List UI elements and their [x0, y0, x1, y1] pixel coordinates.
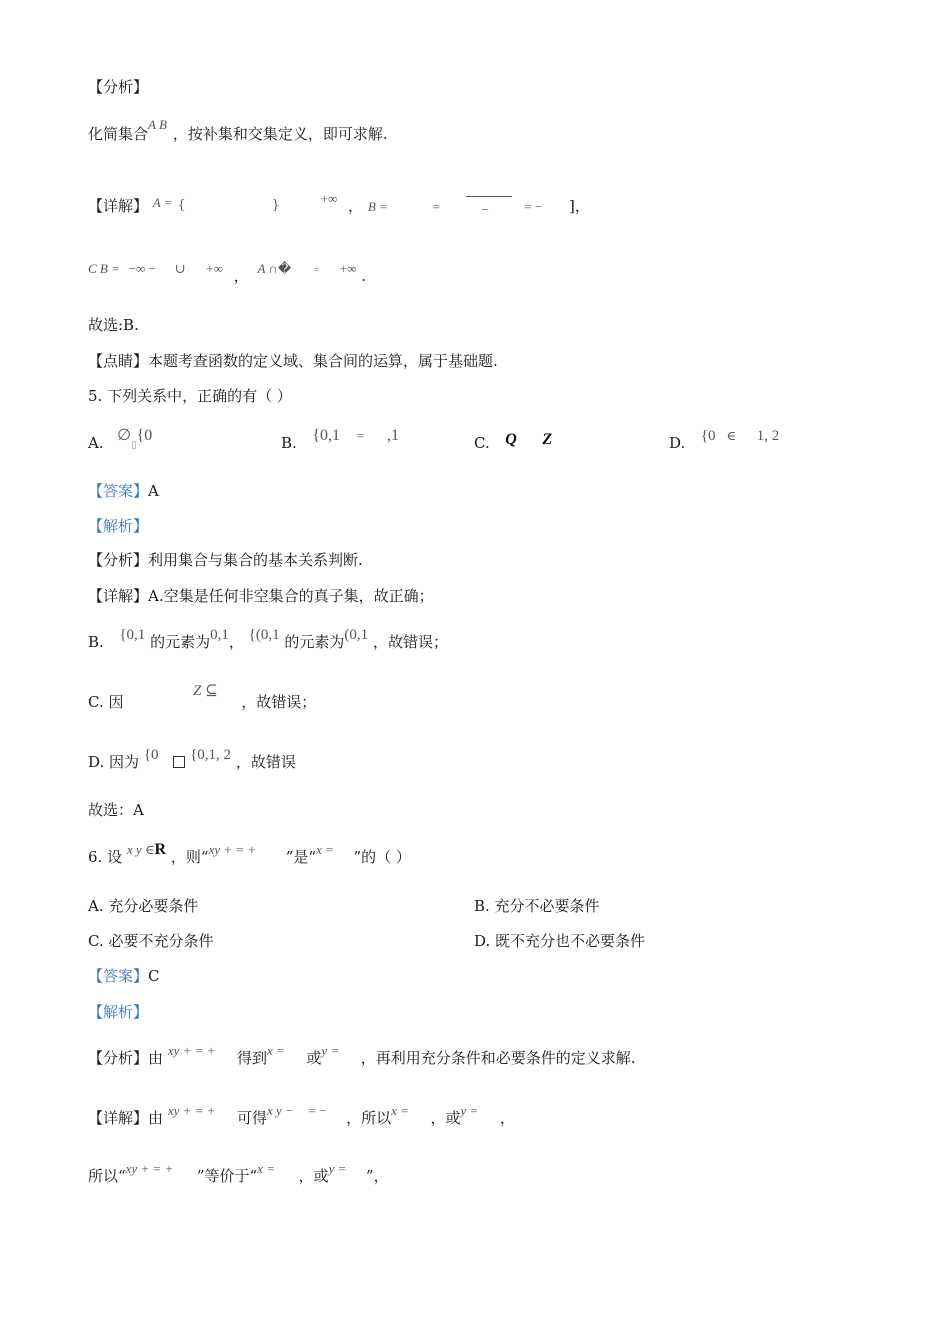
text: 的元素为 — [284, 633, 345, 651]
math-inf-2: +∞ — [339, 261, 357, 276]
tail: ]， — [568, 197, 590, 215]
math: {(0,1 — [248, 627, 280, 643]
option-label: D. — [669, 434, 686, 452]
text: ，再利用充分条件和必要条件的定义求解. — [360, 1049, 636, 1067]
analysis-label: 【解析】 — [88, 1003, 149, 1021]
question-6-stem — [88, 841, 890, 868]
simplify-line — [88, 117, 890, 145]
math-factor: x y − — [267, 1103, 294, 1118]
final-choice-5 — [88, 800, 890, 820]
detail-label: 【详解】 — [88, 587, 149, 605]
math: (0,1 — [344, 627, 369, 643]
text: ， — [228, 633, 244, 651]
comma: ， — [348, 197, 364, 215]
detail-label: 【详解】 — [88, 197, 149, 215]
analysis-5-label — [88, 516, 890, 536]
q5-option-d — [669, 428, 780, 454]
math-minus: − — [481, 202, 489, 217]
option-text: D. 既不充分也不必要条件 — [474, 932, 646, 950]
answer-label: 【答案】 — [88, 482, 149, 500]
math-R: R — [154, 841, 167, 858]
math-eq-minus: = − — [308, 1103, 327, 1118]
math-cup: ∪ — [174, 261, 186, 276]
detail-text: A.空集是任何非空集合的真子集，故正确； — [148, 587, 434, 605]
complement-line — [88, 261, 890, 289]
detail-label: 【详解】 — [88, 1109, 149, 1127]
conclusion-6-line — [88, 1161, 890, 1187]
math-x: x = — [267, 1043, 285, 1058]
q6-option-d — [474, 931, 645, 951]
question-5-stem — [88, 386, 890, 406]
math-c: C — [88, 261, 97, 276]
q6-option-a — [88, 896, 198, 916]
text: ，故错误 — [235, 753, 296, 771]
text: 故选：A — [88, 801, 144, 819]
math: {0 — [700, 428, 716, 444]
option-label: B. — [88, 633, 104, 651]
math-unknown: � — [277, 261, 292, 276]
math-y: y = — [460, 1103, 479, 1118]
text: ，故错误； — [241, 693, 317, 711]
detail-5-line-a — [88, 586, 890, 606]
left-brace: { — [177, 198, 186, 213]
math-expr: xy + = + — [208, 842, 257, 857]
remark-label: 【点睛】 — [88, 352, 149, 370]
math-q: Q — [505, 431, 517, 448]
text: 故选:B. — [88, 316, 139, 334]
math-expr: xy + = + — [167, 1103, 216, 1118]
analysis-label: 【解析】 — [88, 517, 149, 535]
remark-line — [88, 351, 890, 371]
text: 化简集合 — [88, 125, 149, 143]
detail-5-line-b — [88, 627, 890, 653]
q5-option-c — [474, 433, 552, 454]
math-eq: = — [313, 265, 320, 275]
analysis-label: 【分析】 — [88, 1049, 149, 1067]
answer-5-line — [88, 481, 890, 501]
option-text: A. 充分必要条件 — [88, 897, 199, 915]
q5-option-b — [281, 427, 399, 454]
math: {0,1 — [119, 627, 146, 643]
text: 可得 — [236, 1109, 267, 1127]
answer-label: 【答案】 — [88, 967, 149, 985]
math-x: x = — [257, 1161, 275, 1176]
sqrt-overline — [466, 196, 512, 197]
subset-mark: ▯ — [131, 440, 137, 451]
option-label: B. — [281, 434, 297, 452]
option-text: C. 必要不充分条件 — [88, 932, 214, 950]
math-x: x = — [316, 842, 334, 857]
right-brace: } — [271, 198, 280, 213]
math-expr: xy + = + — [125, 1161, 174, 1176]
math: 1, 2 — [756, 428, 780, 444]
answer: C — [148, 967, 160, 985]
comma: ， — [233, 267, 249, 285]
text: 由 — [148, 1109, 164, 1127]
detail-6-line — [88, 1103, 890, 1129]
math-z: Z — [542, 431, 553, 448]
section-analysis-label — [88, 77, 890, 97]
analysis-6-line — [88, 1043, 890, 1069]
answer: A — [148, 482, 159, 500]
choice-b-line — [88, 315, 890, 335]
math-inf: +∞ — [320, 191, 338, 206]
text: 由 — [148, 1049, 164, 1067]
analysis-5-line — [88, 550, 890, 570]
stem: 5. 下列关系中，正确的有（ ） — [88, 387, 292, 405]
empty-set: ∅ — [117, 427, 132, 444]
text: ，按补集和交集定义，即可求解. — [172, 125, 388, 143]
detail-5-line-d — [88, 747, 890, 773]
math-expr: xy + = + — [167, 1043, 216, 1058]
detail-5-line-c — [88, 683, 890, 713]
math-a-eq: A = — [152, 195, 173, 210]
math-x: x = — [391, 1103, 409, 1118]
unknown-symbol-icon — [173, 756, 185, 768]
text: 的元素为 — [150, 633, 211, 651]
text: ”， — [365, 1167, 389, 1185]
option-text: B. 充分不必要条件 — [474, 897, 600, 915]
text: 或 — [306, 1049, 322, 1067]
math: {0 — [143, 747, 159, 763]
math: ,1 — [386, 427, 399, 444]
q6-option-b — [474, 896, 600, 916]
text: ，或 — [430, 1109, 461, 1127]
q6-option-c — [88, 931, 213, 951]
text: ，所以 — [346, 1109, 392, 1127]
math: {0,1, 2 — [190, 747, 232, 763]
text: ”等价于“ — [196, 1167, 258, 1185]
text: ，或 — [298, 1167, 329, 1185]
math-eq: = — [356, 428, 365, 443]
math-eq: = — [432, 199, 440, 214]
stem: 6. 设 — [88, 848, 123, 866]
math-b-eq: B = — [367, 199, 388, 214]
math-z-subset: Z ⊆ — [193, 683, 218, 699]
text: ，则“ — [170, 848, 209, 866]
math-y: y = — [328, 1161, 347, 1176]
option-label: C. — [474, 434, 490, 452]
math-b: B = — [99, 261, 120, 276]
analysis-label: 【分析】 — [88, 78, 149, 96]
option-label: C. 因 — [88, 693, 124, 711]
math: {0 — [136, 427, 153, 444]
text: 所以“ — [88, 1167, 126, 1185]
period: . — [361, 267, 366, 285]
option-label: A. — [88, 434, 104, 452]
text: ”是“ — [285, 848, 317, 866]
q5-option-a — [88, 427, 153, 456]
answer-6-line — [88, 966, 890, 986]
math: {0,1 — [312, 427, 341, 444]
text: ，故错误； — [372, 633, 448, 651]
text: 得到 — [236, 1049, 267, 1067]
text: ， — [499, 1109, 515, 1127]
analysis-6-label — [88, 1002, 890, 1022]
option-label: D. 因为 — [88, 753, 140, 771]
text: ”的（ ） — [353, 848, 411, 866]
sqrt-group — [466, 196, 512, 216]
math: 0,1 — [210, 627, 229, 643]
math-neg-inf: −∞ − — [128, 261, 156, 276]
math-y: y = — [321, 1043, 340, 1058]
math-in: ∈ — [726, 428, 736, 443]
analysis-text: 利用集合与集合的基本关系判断. — [148, 551, 363, 569]
detail-line-1 — [88, 191, 890, 218]
math-x-y: x y ∈ — [126, 842, 155, 857]
math-a-cap: A ∩ — [257, 261, 278, 276]
remark-text: 本题考查函数的定义域、集合间的运算，属于基础题. — [148, 352, 498, 370]
math-eq-minus: = − — [524, 199, 543, 214]
math-inf: +∞ — [206, 261, 223, 276]
analysis-label: 【分析】 — [88, 551, 149, 569]
math-a-b: A B — [148, 117, 167, 132]
